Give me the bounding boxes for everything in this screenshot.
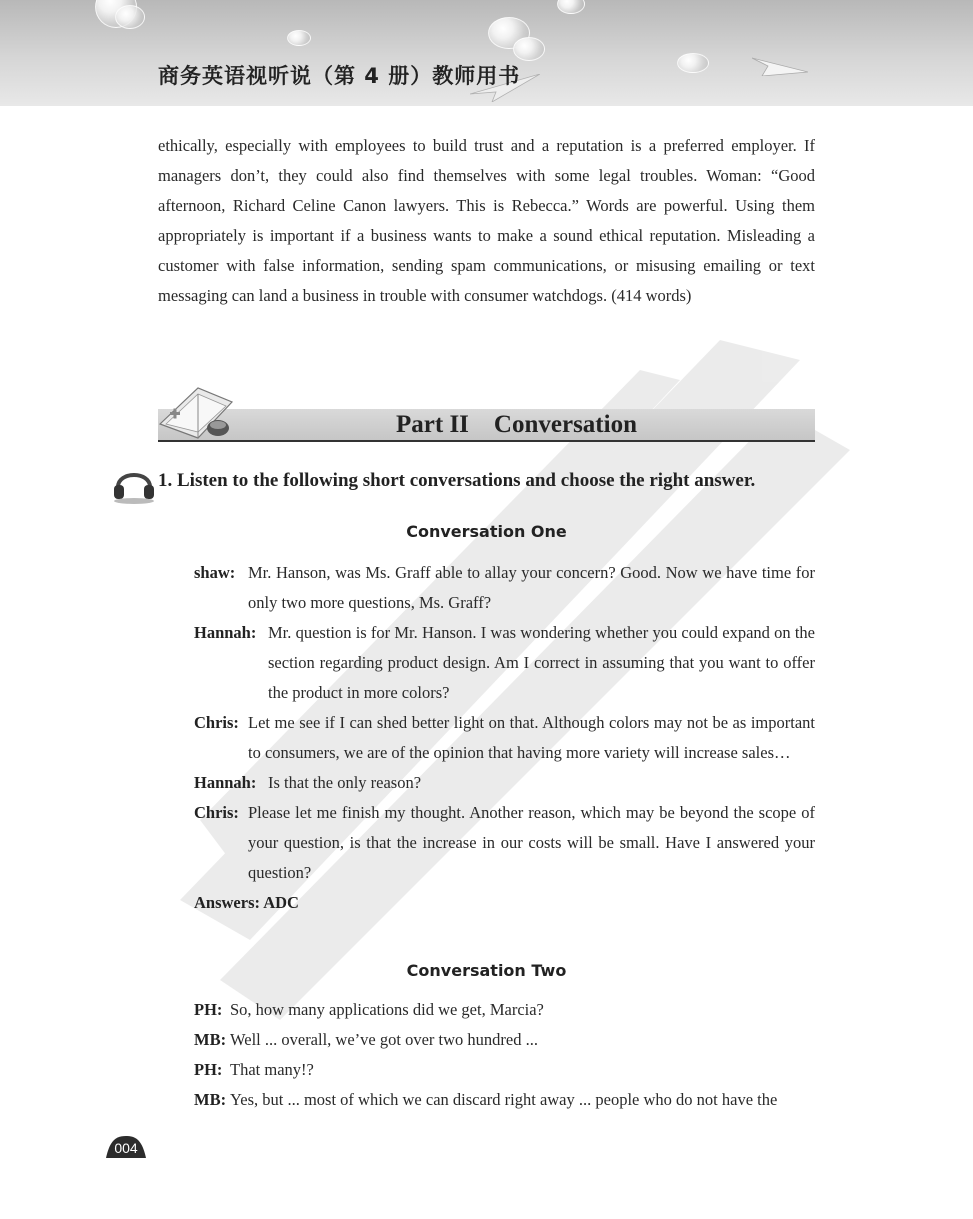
dialog-line <box>194 1025 815 1055</box>
bubble-decoration <box>513 37 545 61</box>
intro-paragraph <box>158 131 815 311</box>
dialog-text: So, how many applications did we get, Marcia? <box>230 1000 544 1019</box>
section-title-bar <box>158 409 815 442</box>
page-header <box>0 0 973 106</box>
speaker-label: MB: <box>194 1030 227 1049</box>
speaker-label: Chris: <box>194 803 239 822</box>
dialog-text: Please let me finish my thought. Another reason, which may be beyond the scope of your question, is that the increase in our costs will be small. Have I answered your question? <box>248 803 815 882</box>
conversation-one-title: Conversation One <box>406 522 567 541</box>
bubble-decoration <box>287 30 311 46</box>
dialog-line <box>194 558 815 618</box>
conversation-one-dialog <box>194 558 815 918</box>
speaker-label: MB: <box>194 1090 227 1109</box>
page-number: 004 <box>114 1140 138 1156</box>
headphones-icon <box>112 463 156 505</box>
dialog-text: Well ... overall, we’ve got over two hundred ... <box>230 1030 538 1049</box>
book-title: 商务英语视听说（第 4 册）教师用书 <box>158 64 521 88</box>
conversation-two-dialog <box>194 995 815 1115</box>
question-instruction: 1. Listen to the following short conversations and choose the right answer. <box>158 470 756 491</box>
conversation-two-title: Conversation Two <box>406 961 567 980</box>
section-title: Part II Conversation <box>396 411 637 438</box>
dialog-line <box>194 1085 815 1115</box>
speaker-label: PH: <box>194 1000 223 1019</box>
dialog-line <box>194 995 815 1025</box>
speaker-label: PH: <box>194 1060 223 1079</box>
dialog-text: Is that the only reason? <box>268 773 422 792</box>
speaker-label: shaw: <box>194 563 236 582</box>
intro-paragraph-text: ethically, especially with employees to build trust and a reputation is a preferred employer. If managers don’t, they could also find themselves with some legal troubles. Woman: “Good afternoon, Richard Celine Canon lawyers. This is Rebecca.” Words are powerful. Using them appropriately is important if a business wants to make a sound ethical reputation. Misleading a customer with false information, sending spam communications, or misusing emailing or text messaging can land a business in trouble with consumer watchdogs. (414 words) <box>158 136 815 305</box>
open-book-icon <box>158 384 238 440</box>
dialog-line <box>194 768 815 798</box>
bubble-decoration <box>677 53 709 73</box>
dialog-text: Mr. Hanson, was Ms. Graff able to allay your concern? Good. Now we have time for only two more questions, Ms. Graff? <box>248 563 815 612</box>
dialog-text: That many!? <box>230 1060 314 1079</box>
speaker-label: Chris: <box>194 713 239 732</box>
dialog-line <box>194 1055 815 1085</box>
bubble-decoration <box>557 0 585 14</box>
dialog-text: Mr. question is for Mr. Hanson. I was wondering whether you could expand on the section regarding product design. Am I correct in assuming that you want to offer the product in more colors? <box>268 623 815 702</box>
dialog-text: Yes, but ... most of which we can discard right away ... people who do not have the <box>230 1090 778 1109</box>
answers-label: Answers: ADC <box>194 893 299 912</box>
dialog-line <box>194 798 815 888</box>
bubble-decoration <box>115 5 145 29</box>
paper-plane-icon <box>752 52 808 76</box>
page-number-badge <box>106 1134 146 1165</box>
dialog-line <box>194 708 815 768</box>
dialog-text: Let me see if I can shed better light on that. Although colors may not be as important to consumers, we are of the opinion that having more variety will increase sales… <box>248 713 815 762</box>
dialog-line <box>194 618 815 708</box>
speaker-label: Hannah: <box>194 773 257 792</box>
speaker-label: Hannah: <box>194 623 257 642</box>
